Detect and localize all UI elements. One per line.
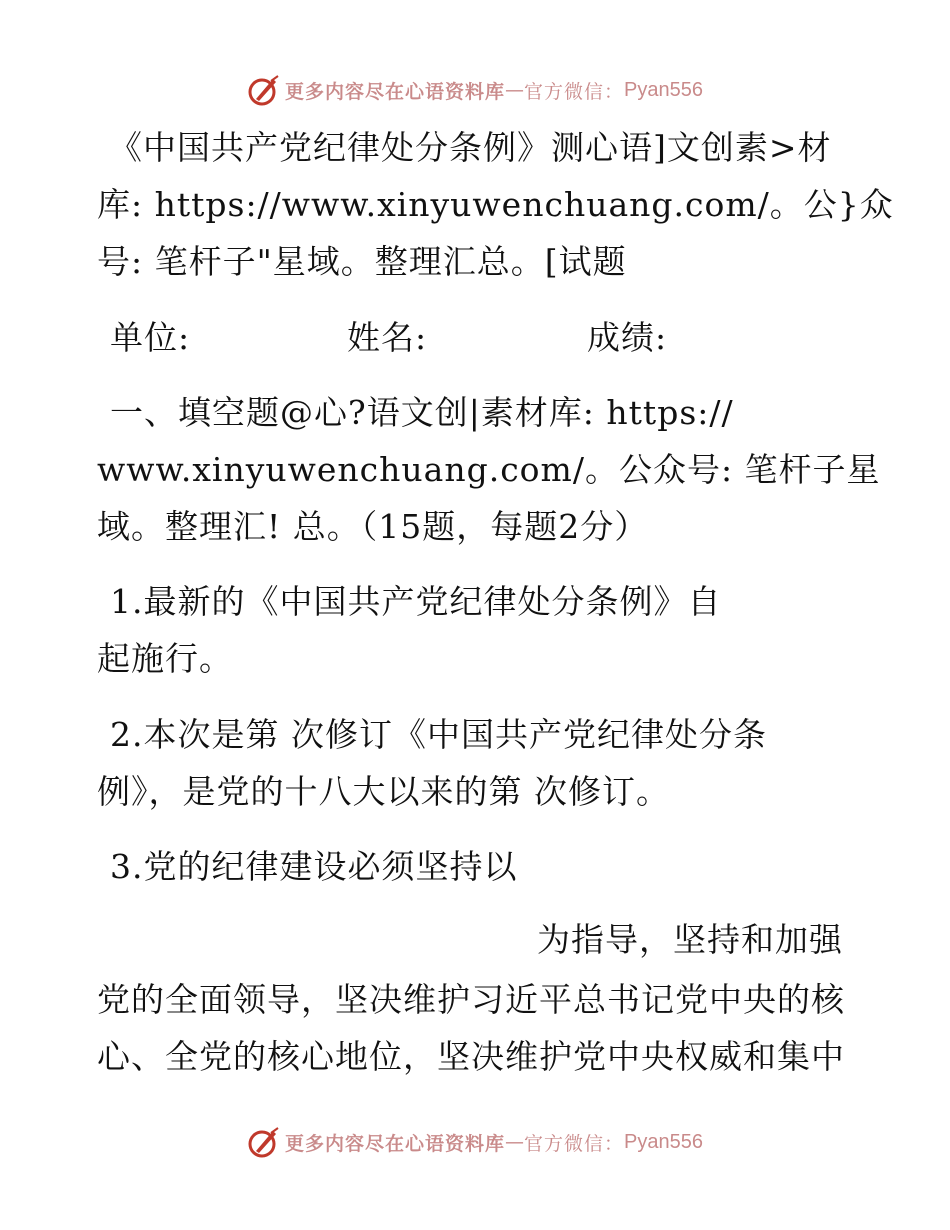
doc-title-line-3: 号: 笔杆子"星域。整理汇总。[试题 [97, 242, 627, 281]
banner-dash: — [505, 1131, 525, 1153]
question-3-line-3: 党的全面领导，坚决维护习近平总书记党中央的核 [97, 980, 845, 1019]
banner-label: 官方微信： [524, 80, 625, 103]
question-3-line-4: 心、全党的核心地位，坚决维护党中央权威和集中 [97, 1037, 845, 1076]
banner-label: 官方微信： [524, 1132, 625, 1155]
field-name-label: 姓名: [347, 318, 428, 357]
question-3-line-2: 为指导，坚持和加强 [537, 920, 843, 959]
header-watermark-banner [0, 70, 950, 110]
field-score-label: 成绩: [587, 318, 668, 357]
question-3-line-1: 3.党的纪律建设必须坚持以 [110, 847, 518, 886]
banner-text: 更多内容尽在心语资料库 [285, 80, 506, 103]
banner-wechat-id: Pyan556 [624, 1130, 703, 1153]
question-1-line-1: 1.最新的《中国共产党纪律处分条例》自 [110, 582, 722, 621]
footer-watermark-banner [0, 1122, 950, 1162]
banner-dash: — [505, 79, 525, 101]
section-heading-line-2: www.xinyuwenchuang.com/。公众号: 笔杆子星 [97, 450, 881, 489]
logo-icon [247, 73, 281, 107]
logo-icon [247, 1125, 281, 1159]
doc-title-line-2: 库: https://www.xinyuwenchuang.com/。公}众 [97, 185, 894, 224]
question-2-line-2: 例》，是党的十八大以来的第 次修订。 [97, 772, 670, 811]
question-1-line-2: 起施行。 [97, 639, 233, 678]
section-heading-line-3: 域。整理汇! 总。（15题，每题2分） [97, 507, 649, 546]
question-2-line-1: 2.本次是第 次修订《中国共产党纪律处分条 [110, 715, 767, 754]
doc-title-line-1: 《中国共产党纪律处分条例》测心语]文创素>材 [109, 128, 832, 167]
section-heading-line-1: 一、填空题@心?语文创|素材库: https:// [110, 393, 734, 432]
banner-wechat-id: Pyan556 [624, 78, 703, 101]
banner-text: 更多内容尽在心语资料库 [285, 1132, 506, 1155]
field-unit-label: 单位: [110, 318, 191, 357]
